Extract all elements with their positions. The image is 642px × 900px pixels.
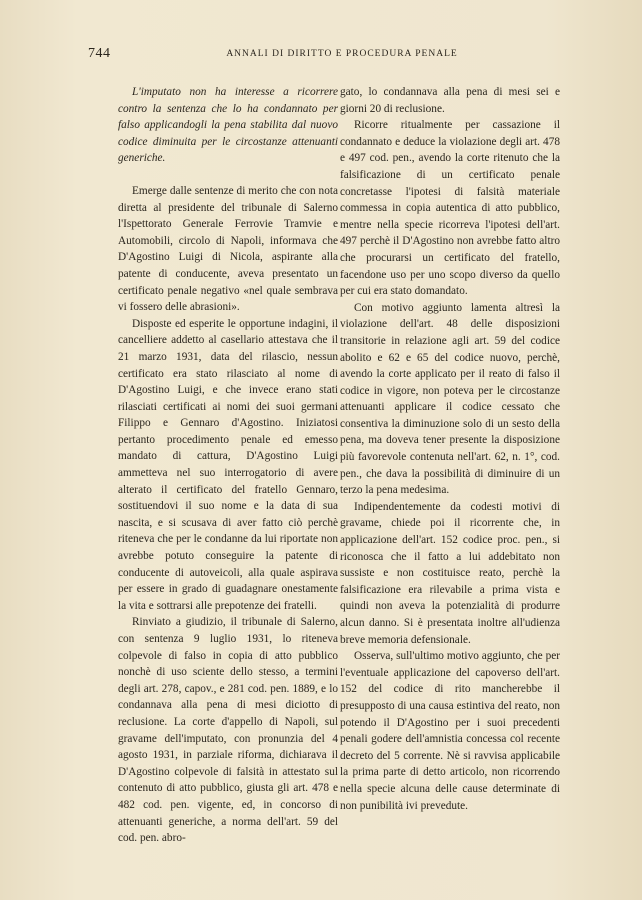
paragraph: Rinviato a giudizio, il tribunale di Salerno, con sentenza 9 luglio 1931, lo riteneva colpevole di falso in copia di atto pubblico nonchè di uso sciente dello stesso, a termini degli art. 278, capov., e 281 cod. pen. 1889, e lo condannava alla pena di mesi diciotto di reclusione. La corte d'appello di Napoli, sul gravame dell'imputato, con pronunzia del 4 agosto 1931, in parziale riforma, dichiarava il D'Agostino colpevole di falsità in attestato sul contenuto di atto pubblico, giusta gli art. 478 e 482 cod. pen. vigente, ed, in concorso di attenuanti generiche, a norma dell'art. 59 del cod. pen. abro- (118, 616, 338, 845)
paragraph: Osserva, sull'ultimo motivo aggiunto, che per l'eventuale applicazione del capoverso dell'art. 152 del codice di rito mancherebbe il presupposto di una causa estintiva del reato, non potendo il D'Agostino per i suoi precedenti penali godere dell'amnistia concessa col recente decreto del 5 corrente. Nè si ravvisa applicabile la prima parte di detto articolo, non ricorrendo nella specie alcuna delle cause determinate di non punibilità ivi prevedute. (340, 650, 560, 812)
paragraph: Ricorre ritualmente per cassazione il condannato e deduce la violazione degli art. 478 e 497 cod. pen., avendo la corte ritenuto che la falsificazione di un certificato penale concretasse l'ipotesi di falsità materiale commessa in copia autentica di atto pubblico, mentre nella specie ricorreva l'ipotesi dell'art. 497 perchè il D'Agostino non avrebbe fatto altro che procurarsi un certificato del fratello, facendone uso per uno scopo diverso da quello per cui era stato domandato. (340, 119, 560, 298)
paragraph: Disposte ed esperite le opportune indagini, il cancelliere addetto al casellario attestava che il 21 marzo 1931, data del rilascio, nessun certificato era stato rilasciato al nome di D'Agostino Luigi, e che invece erano stati rilasciati certificati ai nomi dei suoi germani Filippo e Gennaro d'Agostino. Iniziatosi pertanto procedimento penale ed emesso mandato di cattura, D'Agostino Luigi ammetteva nel suo interrogatorio di avere alterato il certificato del fratello Gennaro, sostituendovi il suo nome e la data di sua nascita, e si scusava di aver fatto ciò perchè riteneva che per le condanne da lui riportate non avrebbe potuto conseguire la patente di conducente di autoveicoli, alla quale aspirava per essere in grado di guadagnare onestamente la vita e sottrarsi alle prepotenze dei fratelli. (118, 317, 338, 612)
headnote: L'imputato non ha interesse a ricorrere contro la sentenza che lo ha condannato per falso applicandogli la pena stabilita dal nuovo codice diminuita per le circostanze attenuanti generiche. (118, 86, 338, 165)
left-column (118, 84, 338, 847)
paragraph: Con motivo aggiunto lamenta altresì la violazione dell'art. 48 delle disposizioni transitorie in relazione agli art. 59 del codice abolito e 62 e 65 del codice nuovo, perchè, avendo la corte applicato per il reato di falso il codice in vigore, non poteva per le circostanze attenuanti applicare il codice cessato che consentiva la diminuzione solo di un sesto della pena, ma doveva tener presente la disposizione più favorevole contenuta nell'art. 62, n. 1°, cod. pen., che dava la possibilità di diminuire di un terzo la pena medesima. (340, 301, 560, 497)
running-title: ANNALI DI DIRITTO E PROCEDURA PENALE (226, 49, 458, 59)
right-column (340, 84, 560, 814)
paragraph: Emerge dalle sentenze di merito che con nota diretta al presidente del tribunale di Salerno l'Ispettorato Generale Ferrovie Tramvie e Automobili, circolo di Napoli, informava che D'Agostino Luigi di Nicola, aspirante alla patente di conducente, aveva presentato un certificato penale negativo «nel quale sembrava vi fossero delle abrasioni». (118, 184, 338, 314)
page-header (88, 46, 558, 64)
page-number: 744 (88, 46, 111, 61)
paragraph: Indipendentemente da codesti motivi di gravame, chiede poi il ricorrente che, in applicazione dell'art. 152 codice proc. pen., si riconosca che il fatto a lui addebitato non sussiste e non costituisce reato, perchè la falsificazione era rilevabile a prima vista e quindi non aveva la potenzialità di produrre alcun danno. Si è presentata inoltre all'udienza breve memoria defensionale. (340, 500, 560, 646)
paragraph: gato, lo condannava alla pena di mesi sei e giorni 20 di reclusione. (340, 86, 560, 115)
